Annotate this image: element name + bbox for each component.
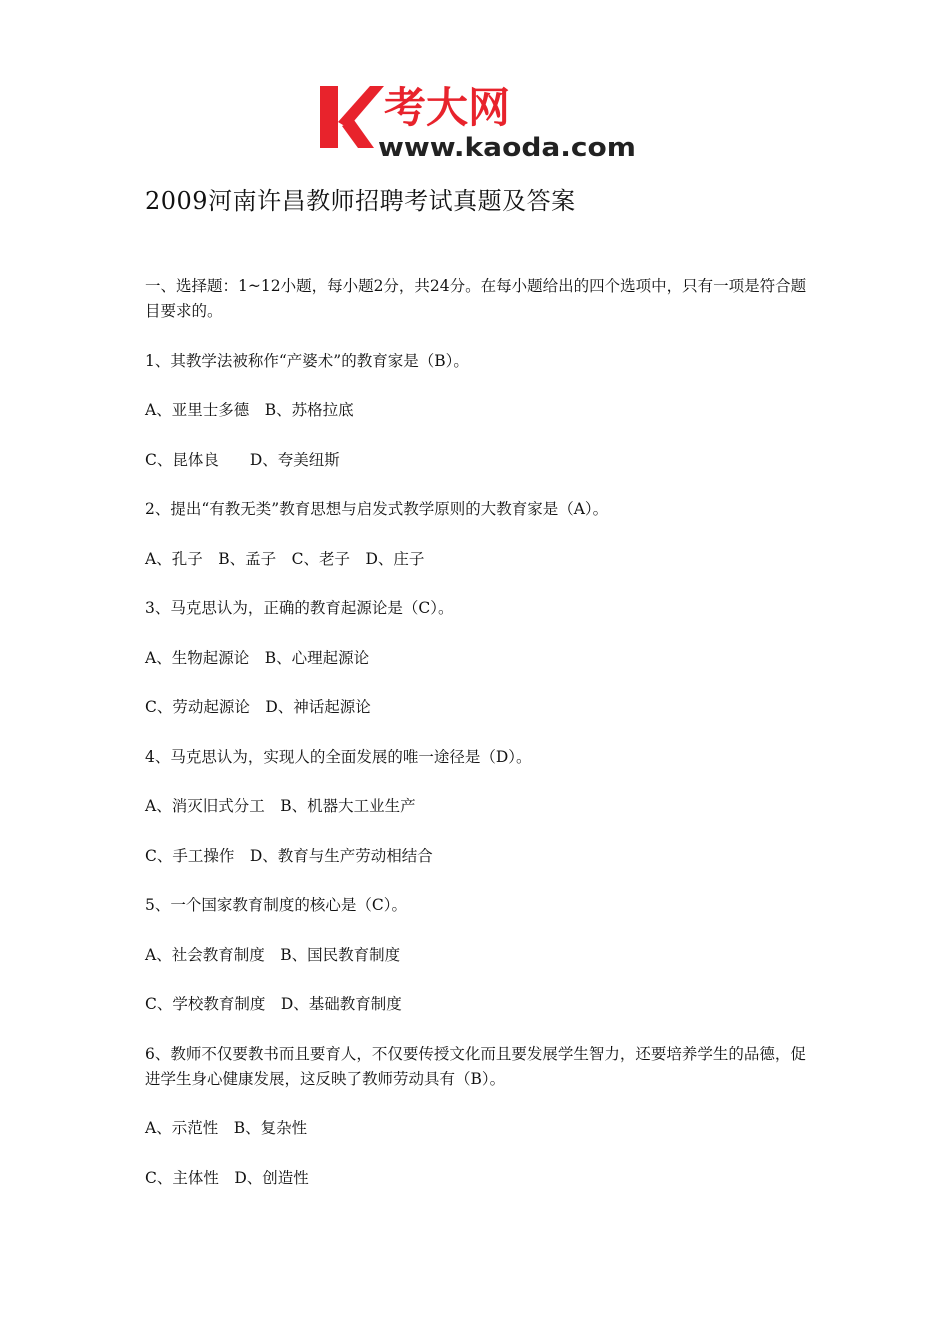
question-5-options-ab: A、社会教育制度 B、国民教育制度 xyxy=(145,945,401,964)
question-1-options-cd: C、昆体良 D、夸美纽斯 xyxy=(145,450,340,469)
document-title: 2009河南许昌教师招聘考试真题及答案 xyxy=(145,187,576,215)
logo-url: www.kaoda.com xyxy=(378,133,636,162)
question-1-options-ab: A、亚里士多德 B、苏格拉底 xyxy=(145,401,354,419)
question-4: 4、马克思认为，实现人的全面发展的唯一途径是（D）。 xyxy=(145,747,532,766)
question-3: 3、马克思认为，正确的教育起源论是（C）。 xyxy=(145,599,454,617)
question-6-options-cd: C、主体性 D、创造性 xyxy=(145,1168,309,1187)
section-heading: 一、选择题：1~12小题，每小题2分，共24分。在每小题给出的四个选项中，只有一项是符合题目要求的。 xyxy=(145,277,807,320)
question-1: 1、其教学法被称作“产婆术”的教育家是（B）。 xyxy=(145,351,469,370)
question-3-options-cd: C、劳动起源论 D、神话起源论 xyxy=(145,698,371,716)
question-2: 2、提出“有教无类”教育思想与启发式教学原则的大教育家是（A）。 xyxy=(145,500,609,518)
kaoda-logo xyxy=(318,78,640,162)
question-5-options-cd: C、学校教育制度 D、基础教育制度 xyxy=(145,995,402,1013)
logo-brand-cn: 考大网 xyxy=(384,83,511,132)
document-body xyxy=(145,274,815,1215)
question-4-options-ab: A、消灭旧式分工 B、机器大工业生产 xyxy=(145,797,416,815)
question-4-options-cd: C、手工操作 D、教育与生产劳动相结合 xyxy=(145,846,433,865)
question-5: 5、一个国家教育制度的核心是（C）。 xyxy=(145,896,407,914)
kaoda-logo-graphic xyxy=(318,78,640,162)
logo-k-mark xyxy=(320,86,384,148)
question-2-options: A、孔子 B、孟子 C、老子 D、庄子 xyxy=(145,549,425,568)
question-6-options-ab: A、示范性 B、复杂性 xyxy=(145,1119,308,1137)
question-6: 6、教师不仅要教书而且要育人，不仅要传授文化而且要发展学生智力，还要培养学生的品德，促进学生身心健康发展，这反映了教师劳动具有（B）。 xyxy=(145,1044,806,1088)
question-3-options-ab: A、生物起源论 B、心理起源论 xyxy=(145,648,370,667)
